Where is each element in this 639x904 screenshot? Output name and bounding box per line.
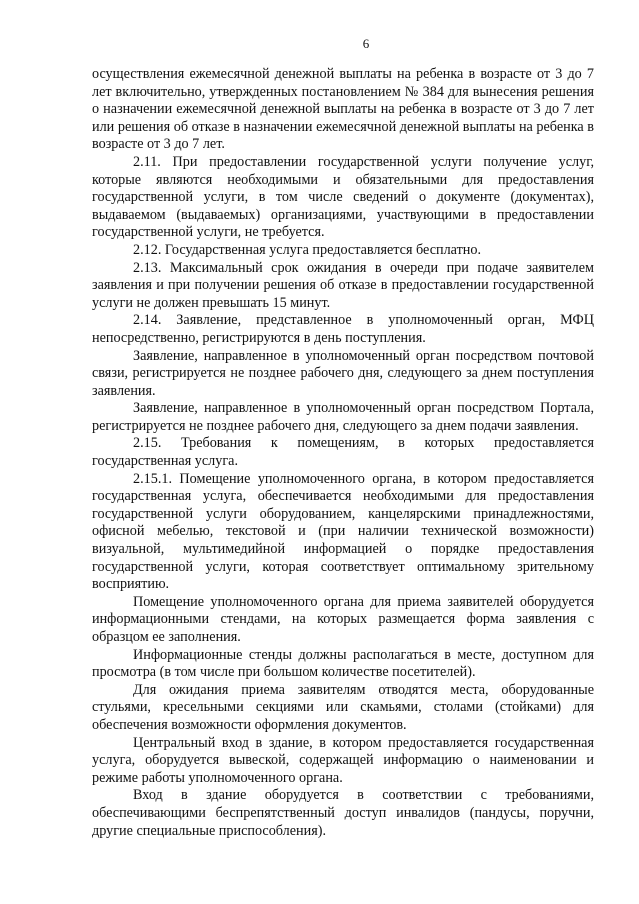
paragraph: 2.11. При предоставлении государственной услуги получение услуг, которые являются необходимыми и обязательными для предоставления государственной услуги, в том числе сведений о документе (документах), выдаваемом (выдаваемых) организациями, участвующими в предоставлении государственной услуги, не требуется.	[92, 153, 594, 241]
paragraph: Центральный вход в здание, в котором предоставляется государственная услуга, оборудуется вывеской, содержащей информацию о наименовании и режиме работы уполномоченного органа.	[92, 734, 594, 786]
paragraph: Для ожидания приема заявителям отводятся места, оборудованные стульями, кресельными секциями или скамьями, столами (стойками) для обеспечения возможности оформления документов.	[92, 681, 594, 733]
paragraph: 2.15.1. Помещение уполномоченного органа, в котором предоставляется государственная услуга, обеспечивается необходимыми для предоставления государственной услуги оборудованием, канцелярскими принадлежностями, офисной мебелью, текстовой и (при наличии технической возможности) визуальной, мультимедийной информацией о порядке предоставления государственной услуги, которая соответствует оптимальному зрительному восприятию.	[92, 470, 594, 593]
paragraph: 2.13. Максимальный срок ожидания в очереди при подаче заявителем заявления и при получении решения об отказе в предоставлении государственной услуги не должен превышать 15 минут.	[92, 259, 594, 311]
paragraph: Заявление, направленное в уполномоченный орган посредством почтовой связи, регистрируется не позднее рабочего дня, следующего за днем поступления заявления.	[92, 347, 594, 399]
paragraph: 2.12. Государственная услуга предоставляется бесплатно.	[133, 241, 482, 258]
paragraph: Вход в здание оборудуется в соответствии с требованиями, обеспечивающими беспрепятственный доступ инвалидов (пандусы, поручни, другие специальные приспособления).	[92, 787, 594, 839]
paragraph: 2.15. Требования к помещениям, в которых предоставляется государственная услуга.	[92, 435, 594, 470]
paragraph: Информационные стенды должны располагаться в месте, доступном для просмотра (в том числе при большом количестве посетителей).	[92, 646, 594, 681]
document-body	[92, 66, 594, 840]
paragraph: осуществления ежемесячной денежной выплаты на ребенка в возрасте от 3 до 7 лет включительно, утвержденных постановлением № 384 для вынесения решения о назначении ежемесячной денежной выплаты на ребенка в возрасте от 3 до 7 лет или решения об отказе в назначении ежемесячной денежной выплаты на ребенка в возрасте от 3 до 7 лет.	[92, 66, 594, 153]
paragraph: Помещение уполномоченного органа для приема заявителей оборудуется информационными стендами, на которых размещается форма заявления с образцом ее заполнения.	[92, 593, 594, 645]
paragraph: Заявление, направленное в уполномоченный орган посредством Портала, регистрируется не позднее рабочего дня, следующего за днем подачи заявления.	[92, 400, 594, 434]
paragraph: 2.14. Заявление, представленное в уполномоченный орган, МФЦ непосредственно, регистрируются в день поступления.	[92, 312, 594, 346]
page-number: 6	[362, 36, 370, 51]
